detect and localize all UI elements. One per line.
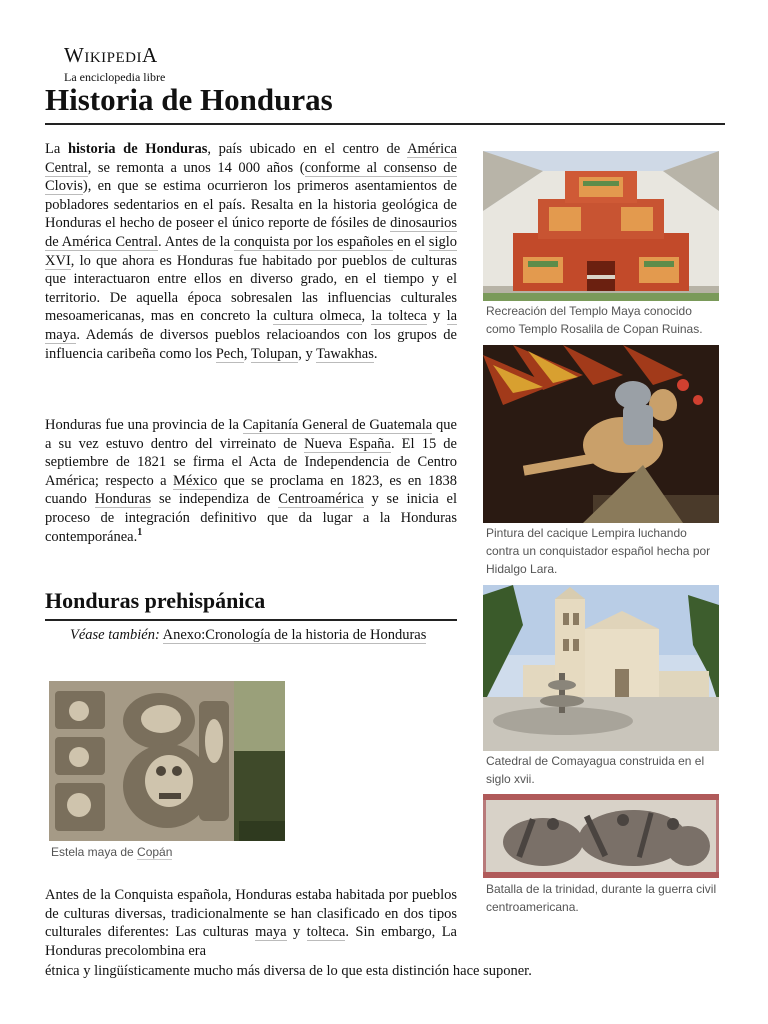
inline-link[interactable]: cultura olmeca (273, 308, 362, 325)
text-run: Pintura del cacique Lempira luchando contra un conquistador español hecha por Hidalgo Lara. (486, 526, 711, 576)
inline-link[interactable]: conquista por los españoles (233, 233, 394, 250)
text-run: , país ubicado en el centro de (207, 141, 408, 157)
text-run: . Además de diversos pueblos relacioandos con los grupos de influencia caribeña como los (45, 326, 457, 362)
battle-caption (486, 880, 718, 916)
text-run: . Sin embargo, La Honduras precolombina era (45, 924, 457, 959)
inline-link[interactable]: maya (255, 924, 287, 941)
text-run: y se inicia el proceso de integración definitivo que da lugar a la Honduras contemporánea. (45, 491, 457, 545)
inline-link[interactable]: Tawakhas (316, 345, 374, 362)
text-run: , se remonta a unos 14 000 años ( (87, 159, 305, 176)
title-divider (45, 123, 725, 125)
text-run: Recreación del Templo Maya conocido como Templo Rosalila de Copan Ruinas. (486, 304, 703, 336)
text-run: , lo que ahora es Honduras fue habitado por pueblos de culturas que interactuaron entre ellos en diverso grado, en el tiempo y el territorio. De aquella época sobresalen las influencias culturales mesoamericanas, mas en concreto la (45, 252, 457, 325)
wikipedia-logo[interactable] (64, 44, 165, 84)
text-run: , (361, 308, 372, 325)
wikipedia-tagline: La enciclopedia libre (64, 70, 166, 84)
intro-paragraph-1 (45, 140, 457, 363)
lempira-painting-image[interactable] (483, 345, 719, 523)
text-run: Honduras fue una provincia de la (45, 417, 243, 433)
inline-link[interactable]: México (173, 472, 218, 489)
inline-link[interactable]: Copán (137, 845, 173, 859)
section-divider (45, 619, 457, 621)
page-title: Historia de Honduras (45, 82, 333, 117)
text-run: en el (393, 233, 429, 250)
text-run: que se proclama en 1823, es en 1838 cuando (45, 472, 457, 508)
prehispanic-paragraph-last-line: étnica y lingüísticamente mucho más diversa de lo que esta distinción hace suponer. (45, 963, 532, 979)
rosalila-temple-image[interactable] (483, 151, 719, 301)
inline-link[interactable]: Nueva España (304, 435, 391, 452)
inline-link[interactable]: la maya (45, 308, 458, 343)
text-run: ), en que se estima ocurrieron los primeros asentamientos de pobladores sedentarios en el país. Resalta en la historia geológica de Honduras el hecho de poseer el único reporte de fósiles de (45, 178, 457, 232)
text-run: , (243, 345, 251, 362)
text-run: La (45, 141, 68, 157)
text-run: Estela maya de (51, 845, 138, 859)
text-run: . Antes de la (158, 233, 234, 250)
inline-link[interactable]: conforme al consenso de Clovis (45, 159, 457, 195)
inline-link[interactable]: Pech (215, 345, 244, 362)
reference-link[interactable]: 1 (137, 526, 143, 538)
lempira-caption (486, 524, 718, 578)
text-run: , y (298, 345, 317, 362)
inline-link[interactable]: la tolteca (371, 308, 427, 325)
text-run: Catedral de Comayagua construida en el siglo xvii. (486, 754, 705, 786)
text-run: . (373, 345, 378, 362)
section-heading: Honduras prehispánica (45, 588, 266, 613)
inline-link[interactable]: Tolupan (250, 345, 299, 362)
inline-link[interactable]: América Central (45, 141, 457, 176)
see-also-label: Véase también: (70, 627, 160, 643)
text-run: Antes de la Conquista española, Honduras estaba habitada por pueblos de culturas diversas, tradicionalmente se han clasificado en dos tipos culturales diferentes: Las culturas (45, 887, 457, 941)
inline-link[interactable]: Centroamérica (278, 491, 364, 508)
comayagua-cathedral-image[interactable] (483, 585, 719, 751)
cathedral-caption (486, 752, 718, 788)
inline-link[interactable]: tolteca (306, 924, 346, 941)
text-run: y (286, 924, 307, 941)
inline-link[interactable]: Capitanía General de Guatemala (242, 417, 433, 433)
see-also-note (70, 626, 457, 645)
see-also-link[interactable]: Anexo:Cronología de la historia de Honduras (162, 627, 427, 643)
text-run: se independiza de (151, 491, 279, 508)
intro-paragraph-2 (45, 416, 457, 546)
text-run: y (426, 308, 447, 325)
inline-link[interactable]: siglo XVI (45, 233, 457, 269)
stela-caption (51, 843, 291, 861)
bold-text: historia de Honduras (67, 141, 208, 157)
trinidad-battle-image[interactable] (483, 794, 719, 878)
prehispanic-paragraph (45, 886, 457, 960)
text-run: que a su vez estuvo dentro del virreinato de (45, 417, 457, 452)
temple-caption (486, 302, 718, 338)
inline-link[interactable]: Honduras (94, 491, 152, 508)
text-run: Batalla de la trinidad, durante la guerra civil centroamericana. (486, 882, 717, 914)
inline-link[interactable]: dinosaurios de América Central (45, 215, 457, 250)
maya-stela-image[interactable] (49, 681, 285, 841)
wikipedia-wordmark: WIKIPEDIA (64, 43, 158, 67)
text-run: . El 15 de septiembre de 1821 se firma el Acta de Independencia de Centro América; respecto a (45, 435, 457, 489)
